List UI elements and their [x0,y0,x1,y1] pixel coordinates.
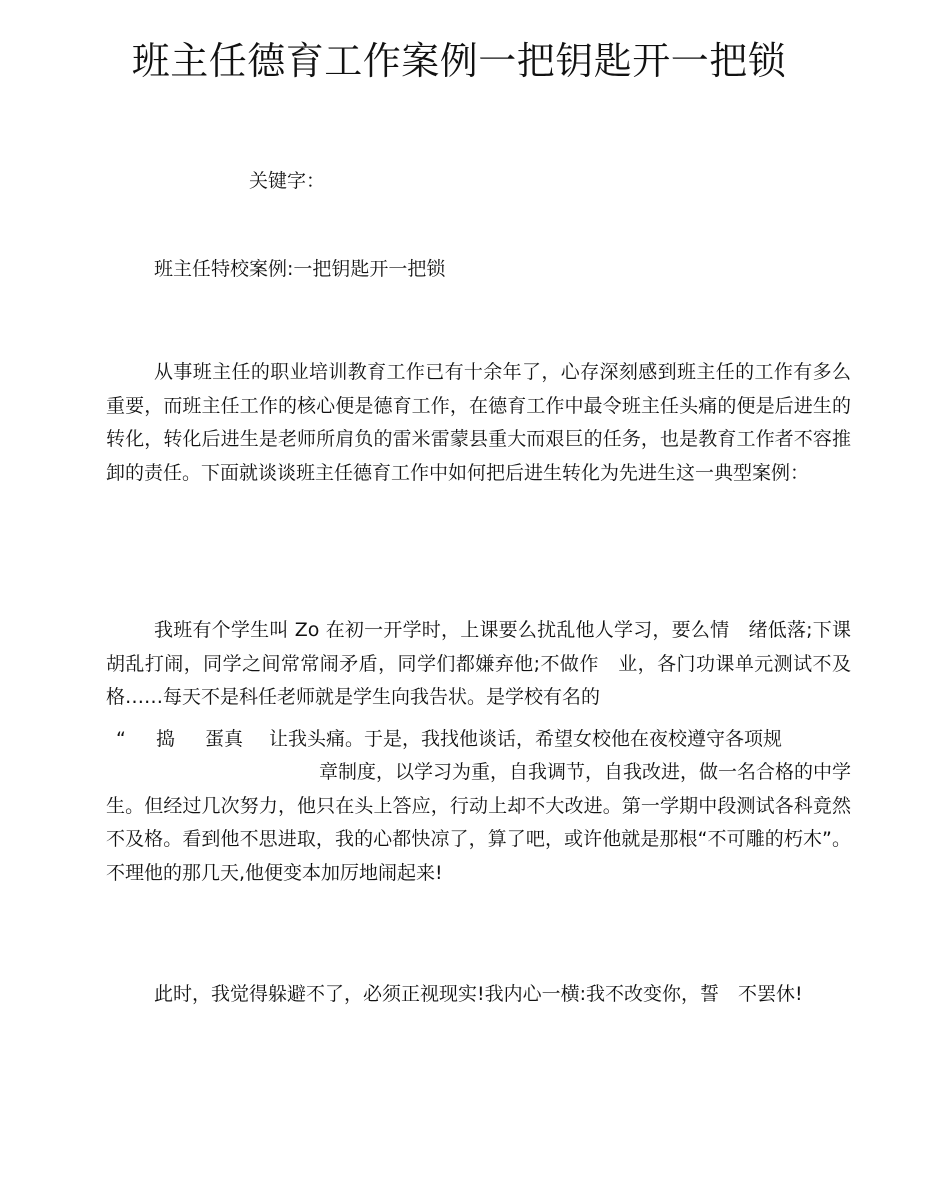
continuation-body: 生。但经过几次努力，他只在头上答应，行动上却不大改进。第一学期中段测试各科竟然不及格。看到他不思进取，我的心都快凉了，算了吧，或许他就是那根“不可雕的朽木”。不理他的那几天,他便变本加厉地闹起来! [106,794,851,884]
keywords-label: 关键字： [249,170,326,192]
paragraph-intro: 从事班主任的职业培训教育工作已有十余年了，心存深刻感到班主任的工作有多么重要，而班主任工作的核心便是德育工作，在德育工作中最令班主任头痛的便是后进生的转化，转化后进生是老师所肩负的雷米雷蒙县重大而艰巨的任务，也是教育工作者不容推卸的责任。下面就谈谈班主任德育工作中如何把后进生转化为先进生这一典型案例： [106,361,851,484]
paragraph-student-case: 我班有个学生叫 Zo 在初一开学时，上课要么扰乱他人学习，要么情 绪低落;下课胡乱打闹，同学之间常常闹矛盾，同学们都嫌弃他;不做作 业，各门功课单元测试不及格……每天不是科任老师就是学生向我告状。是学校有名的 [106,619,851,708]
subtitle: 班主任特校案例:一把钥匙开一把锁 [154,258,446,280]
paragraph-resolve: 此时，我觉得躲避不了，必须正视现实!我内心一横:我不改变你，誓 不罢休! [154,983,803,1005]
paragraph-continuation [106,756,851,890]
page-title: 班主任德育工作案例一把钥匙开一把锁 [131,39,787,83]
quote-line [106,723,851,757]
quote-open-mark: “ [116,728,126,750]
quote-word-2: 蛋真 [205,728,244,750]
quote-rest: 让我头痛。于是，我找他谈话，希望女校他在夜校遵守各项规 [269,728,783,750]
continuation-first-line: 章制度，以学习为重，自我调节，自我改进，做一名合格的中学 [318,761,851,783]
quote-word-1: 捣 [156,728,176,750]
